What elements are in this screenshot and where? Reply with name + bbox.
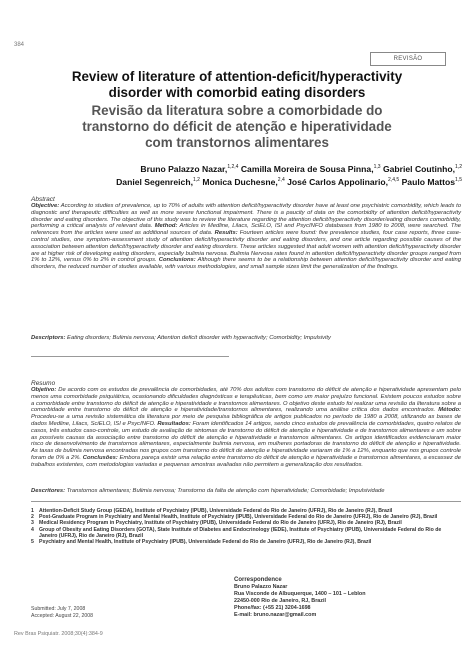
accepted-date: Accepted: August 22, 2008 <box>31 613 94 619</box>
author-affiliation-marks: 1,2 <box>455 164 462 170</box>
affiliation-text: Psychiatry and Mental Health, Institute of Psychiatry (IPUB), Universidade Federal do Rio de Janeiro (UFRJ), Rio de Janeiro (RJ), Brazil <box>39 539 372 546</box>
author-name: Camilla Moreira de Sousa Pinna, <box>240 163 374 174</box>
correspondence-line: Bruno Palazzo Nazar <box>234 583 288 590</box>
author-affiliation-marks: 1,2 <box>192 176 200 183</box>
abstract-objective: According to studies of prevalence, up to 70% of adults with attention deficit/hyperactivity disorder have at least one psychiatric comorbidity, which leads to diagnostic and therapeutic difficulties as well as more severe functional impairment. There is a paucity of data on the comorbidity of attention deficit/hyperactivity disorder and eating disorders. The objective of this study was to review the literature regarding the attention deficit/hyperactivity disorder/eating disorders comorbidity, performing a critical analysis of relevant data. <box>31 203 461 230</box>
resumo-text <box>31 387 461 469</box>
section-divider <box>31 356 229 357</box>
author-affiliation-marks: 2,4,5 <box>388 176 400 183</box>
submission-dates <box>31 606 93 620</box>
resumo-objective: De acordo com os estudos de prevalência de comorbidades, até 70% dos adultos com transtorno do déficit de atenção e hiperatividade apresentam pelo menos uma comorbidade psiquiátrica, ocasionando dificuldades diagnósticas e terapêuticas, bem como um maior prejuízo funcional. Existem poucos estudos sobre a comorbidade entre transtorno do déficit de atenção e hiperatividade e transtornos alimentares. O objetivo deste estudo foi realizar uma revisão da literatura sobre a comorbidade entre transtorno do déficit de atenção e hiperatividade/transtornos alimentares, realizando uma análise crítica dos dados encontrados. <box>31 387 461 414</box>
abstract-objective-label: Objective: <box>31 203 60 209</box>
affiliation-number: 3 <box>31 520 34 527</box>
affiliation-text: Group of Obesity and Eating Disorders (GOTA), State Institute of Diabetes and Endocrinology (IEDE), Institute of Psychiatry (IPUB), Universidade Federal do Rio de Janeiro (UFRJ), Rio de Janeiro (RJ), Brazil <box>39 526 442 539</box>
journal-citation: Rev Bras Psiquiatr. 2008;30(4):384-9 <box>14 631 103 637</box>
abstract-conclusions: Although there seems to be a relationship between attention deficit/hyperactivity disorder and eating disorders, the reduced number of studies available, with various methodologies, and small sample sizes limit the generalization of the findings. <box>31 257 461 271</box>
abstract-method: Articles in Medline, Lilacs, SciELO, ISI and PsycINFO databases from 1980 to 2008, were searched. The references from the articles were used as additional sources of data. <box>31 223 461 237</box>
descritores-label: Descritores: <box>31 488 66 494</box>
section-tag: REVISÃO <box>370 52 446 66</box>
author-name: Bruno Palazzo Nazar, <box>140 163 228 174</box>
author-list <box>20 162 462 188</box>
abstract-method-label: Method: <box>154 223 178 230</box>
correspondence-heading: Correspondence <box>234 577 282 583</box>
affiliation-text: Attention-Deficit Study Group (GEDA), Institute of Psychiatry (IPUB), Universidade Federal do Rio de Janeiro (UFRJ), Rio de Janeiro (RJ), Brazil <box>39 508 393 514</box>
correspondence-line: Phone/fax: (+55 21) 3204-1698 <box>234 604 311 611</box>
descriptors-label: Descriptors: <box>31 335 66 341</box>
author-affiliation-marks: 1,2,4 <box>227 164 239 170</box>
author-affiliation-marks: 1,5 <box>455 176 462 183</box>
title-portuguese-line: Revisão da literatura sobre a comorbidade do <box>91 103 383 118</box>
abstract-conclusions-label: Conclusions: <box>158 257 196 264</box>
abstract-results-label: Results: <box>214 230 238 237</box>
affiliation-item <box>31 527 461 539</box>
affiliation-item <box>31 539 461 545</box>
resumo-objective-label: Objetivo: <box>31 387 57 393</box>
resumo-descriptors <box>31 488 461 495</box>
footnote-divider <box>31 501 461 502</box>
author-name: José Carlos Appolinario, <box>287 176 389 187</box>
title-english-line: disorder with comorbid eating disorders <box>108 85 366 100</box>
affiliation-number: 5 <box>31 539 34 546</box>
descriptors-text: Eating disorders; Bulimia nervosa; Attention deficit disorder with hyperactivity; Comorbidity; Impulsivity <box>65 335 331 341</box>
affiliation-list <box>31 508 461 545</box>
affiliation-number: 4 <box>31 526 34 533</box>
resumo-method-label: Método: <box>438 407 461 414</box>
title-portuguese-line: com transtornos alimentares <box>145 135 329 150</box>
title-portuguese <box>20 103 454 151</box>
submitted-date: Submitted: July 7, 2008 <box>31 606 86 612</box>
affiliation-text: Post-Graduate Program in Psychiatry and Mental Health, Institute of Psychiatry (IPUB), Universidade Federal do Rio de Janeiro (UFRJ), Rio de Janeiro (RJ), Brazil <box>39 514 438 521</box>
author-affiliation-marks: 1,3 <box>373 164 381 170</box>
affiliation-text: Medical Residency Program in Psychiatry, Institute of Psychiatry (IPUB), Universidade Federal do Rio de Janeiro (UFRJ), Rio de Janeiro (RJ), Brazil <box>39 520 402 527</box>
author-affiliation-marks: 2,4 <box>277 176 285 183</box>
resumo-method: Procedeu-se a uma revisão sistemática da literatura por meio de pesquisa bibliográfica de artigos publicados no período de 1980 a 2008, utilizando as bases de dados Medline, Lilacs, SciELO, ISI e PsycINFO. <box>31 414 461 427</box>
author-name: Monica Duchesne, <box>202 176 278 187</box>
resumo-conclusions: Embora pareça existir uma relação entre transtorno do déficit de atenção e hiperatividade e transtornos alimentares, a escassez de trabalhos existentes, com metodologias variadas e pequenas amostras avaliadas não permitem a generalização dos resultados. <box>31 454 461 468</box>
author-name: Daniel Segenreich, <box>116 176 193 187</box>
abstract-descriptors <box>31 335 461 342</box>
abstract-text <box>31 203 461 271</box>
correspondence-line: Rua Visconde de Albuquerque, 1400 – 101 – Leblon <box>234 590 366 597</box>
abstract-heading: Abstract <box>31 196 55 203</box>
resumo-heading: Resumo <box>31 380 56 387</box>
title-portuguese-line: transtorno do déficit de atenção e hiperatividade <box>82 119 392 134</box>
correspondence-line: 22450-000 Rio de Janeiro, RJ, Brazil <box>234 597 326 604</box>
resumo-results: Foram identificados 14 artigos, sendo cinco estudos de prevalência de comorbidades, quatro relatos de casos, três estudos caso-controle, um estudo de avaliação de sintomas de transtorno do déficit de atenção e hiperatividade e de transtornos alimentares e um sobre as possíveis causas da associação entre transtorno do déficit de atenção e hiperatividade e transtornos alimentares. Os artigos identificados evidenciaram maior risco de desenvolvimento de transtornos alimentares, especialmente bulimia nervosa, em mulheres portadoras de transtorno do déficit de atenção e hiperatividade. As taxas de bulimia nervosa encontradas nos grupos com transtorno do déficit de atenção e hiperatividade variaram de 1% a 12%, enquanto que nos grupos controle foram de 0% a 2%. <box>31 420 462 461</box>
resumo-results-label: Resultados: <box>157 420 191 427</box>
abstract-results: Fourteen articles were found: five prevalence studies, four case reports, three case-control studies, one symptom-assessment study of attention deficit/hyperactivity disorder and eating disorders, and one article regarding possible causes of the association between attention deficit/hyperactivity disorder and eating disorders. These articles suggested that adult women with attention deficit/hyperactivity disorder are at higher risk of developing eating disorders, especially bulimia nervosa. Bulimia Nervosa rates found in attention deficit/hyperactivity disorder groups ranged from 1% to 12%, versus 0% to 2% in control groups. <box>31 230 461 264</box>
title-english <box>20 69 454 101</box>
title-english-line: Review of literature of attention-deficit/hyperactivity <box>71 69 403 84</box>
descritores-text: Transtornos alimentares; Bulimia nervosa; Transtorno da falta de atenção com hiperatividade; Comorbidade; Impulsividade <box>65 488 385 494</box>
resumo-conclusions-label: Conclusões: <box>82 454 118 461</box>
affiliation-number: 1 <box>31 508 34 514</box>
correspondence-block <box>234 577 464 618</box>
author-name: Paulo Mattos <box>401 176 456 187</box>
correspondence-email: E-mail: bruno.nazar@gmail.com <box>234 611 317 618</box>
affiliation-number: 2 <box>31 514 34 521</box>
page-number: 384 <box>14 42 25 48</box>
author-name: Gabriel Coutinho, <box>382 163 456 174</box>
